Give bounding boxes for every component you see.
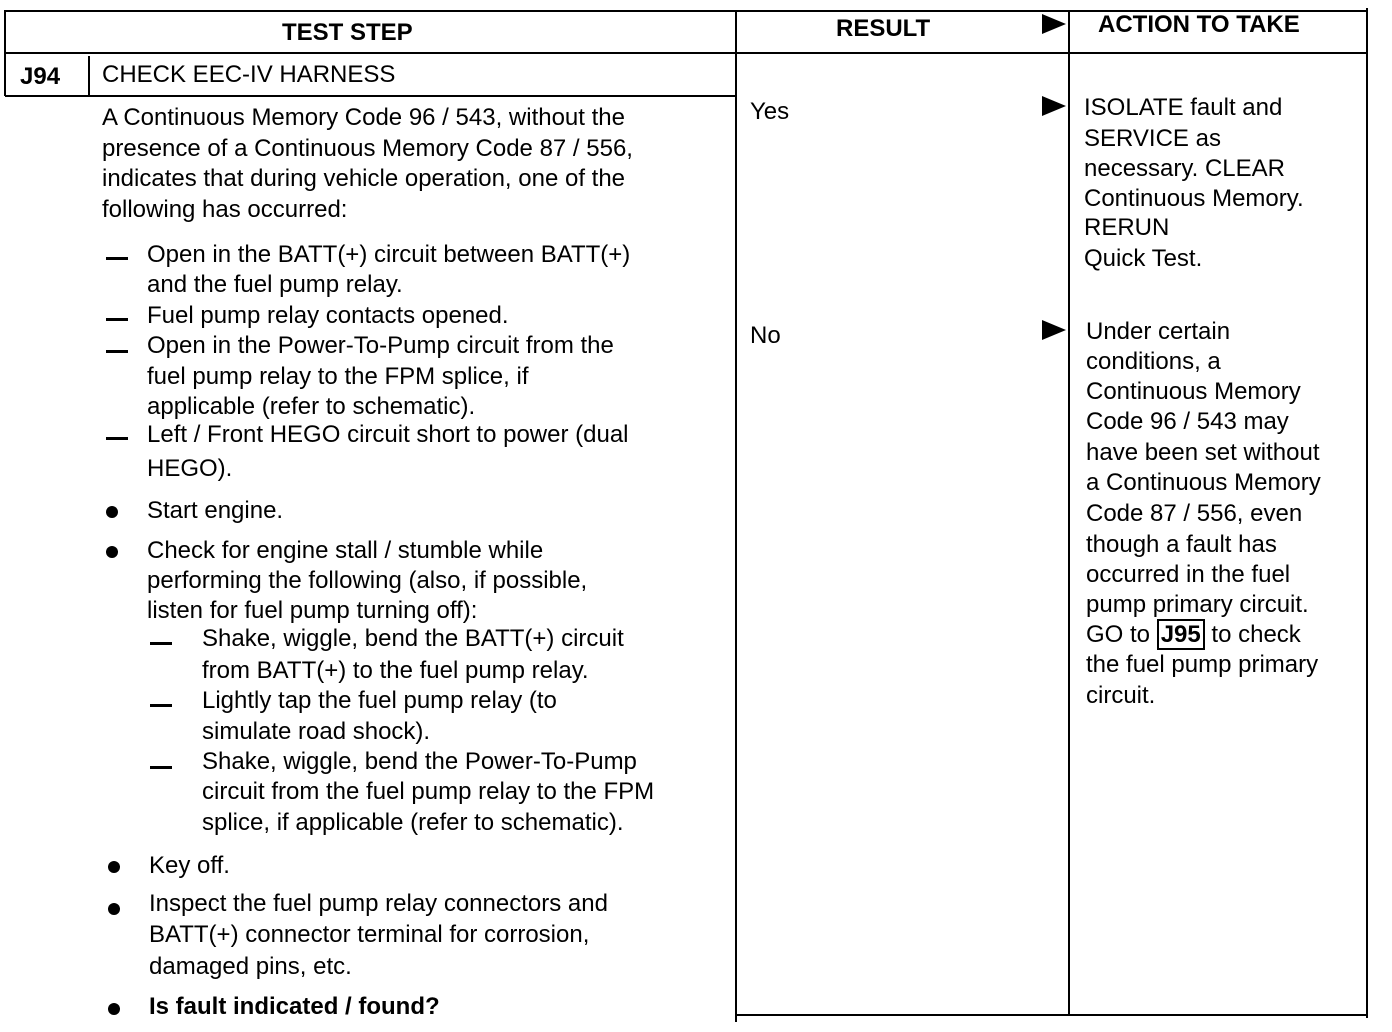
intro-line: A Continuous Memory Code 96 / 543, without the bbox=[102, 104, 625, 131]
header-action-to-take: ACTION TO TAKE bbox=[1098, 11, 1300, 38]
action-yes-line: RERUN bbox=[1084, 214, 1170, 241]
action-yes-line: Quick Test. bbox=[1084, 245, 1203, 272]
bullet-inspect-line: damaged pins, etc. bbox=[149, 953, 352, 980]
condition-line: Fuel pump relay contacts opened. bbox=[147, 302, 509, 329]
dash-marker bbox=[106, 318, 128, 321]
condition-line: fuel pump relay to the FPM splice, if bbox=[147, 363, 529, 390]
action-no-line: Under certain bbox=[1086, 318, 1231, 345]
header-test-step: TEST STEP bbox=[282, 19, 413, 46]
intro-line: presence of a Continuous Memory Code 87 / 556, bbox=[102, 135, 633, 162]
dash-marker bbox=[106, 350, 128, 353]
sub-dash-marker bbox=[150, 766, 172, 769]
bullet-dot bbox=[108, 861, 120, 873]
sub-step-line: simulate road shock). bbox=[202, 718, 431, 745]
bullet-inspect-line: Inspect the fuel pump relay connectors and bbox=[149, 890, 608, 917]
action-yes-line: SERVICE as bbox=[1084, 125, 1221, 152]
action-no-tail-line: the fuel pump primary bbox=[1086, 651, 1319, 678]
dash-marker bbox=[106, 437, 128, 440]
header-arrow-icon bbox=[1042, 14, 1066, 34]
bullet-question: Is fault indicated / found? bbox=[149, 993, 440, 1020]
bullet-dot bbox=[106, 546, 118, 558]
condition-line: HEGO). bbox=[147, 455, 233, 482]
right-border bbox=[1366, 8, 1368, 1018]
yes-arrow-icon bbox=[1042, 96, 1066, 116]
bullet-dot bbox=[108, 1003, 120, 1015]
sub-dash-marker bbox=[150, 704, 172, 707]
step-title: CHECK EEC-IV HARNESS bbox=[102, 61, 396, 88]
action-no-tail-line: circuit. bbox=[1086, 682, 1156, 709]
step-title-bottom-rule bbox=[5, 95, 736, 97]
action-no-line: pump primary circuit. bbox=[1086, 591, 1309, 618]
condition-line: and the fuel pump relay. bbox=[147, 271, 403, 298]
sub-step-line: splice, if applicable (refer to schematic). bbox=[202, 809, 624, 836]
action-no-line: a Continuous Memory bbox=[1086, 469, 1321, 496]
bullet-dot bbox=[108, 903, 120, 915]
condition-line: applicable (refer to schematic). bbox=[147, 393, 476, 420]
bullet-check-line: performing the following (also, if possible, bbox=[147, 567, 588, 594]
action-goto-line bbox=[1086, 620, 1301, 651]
action-yes-line: ISOLATE fault and bbox=[1084, 94, 1283, 121]
goto-suffix: to check bbox=[1211, 621, 1301, 648]
sub-step-line: circuit from the fuel pump relay to the FPM bbox=[202, 778, 655, 805]
header-bottom-rule bbox=[5, 52, 1367, 54]
bullet-start-engine: Start engine. bbox=[147, 497, 284, 524]
dash-marker bbox=[106, 257, 128, 260]
test-result-divider bbox=[735, 10, 737, 1022]
step-id: J94 bbox=[20, 63, 61, 90]
action-no-line: conditions, a bbox=[1086, 348, 1221, 375]
result-yes: Yes bbox=[750, 98, 790, 125]
left-border bbox=[4, 10, 6, 96]
action-no-line: Continuous Memory bbox=[1086, 378, 1301, 405]
action-no-line: have been set without bbox=[1086, 439, 1320, 466]
sub-step-line: Shake, wiggle, bend the Power-To-Pump bbox=[202, 748, 637, 775]
bullet-dot bbox=[106, 506, 118, 518]
bullet-check-line: listen for fuel pump turning off): bbox=[147, 597, 478, 624]
no-arrow-icon bbox=[1042, 320, 1066, 340]
condition-line: Open in the BATT(+) circuit between BATT(+) bbox=[147, 241, 631, 268]
condition-line: Left / Front HEGO circuit short to power (dual bbox=[147, 421, 629, 448]
action-no-line: Code 96 / 543 may bbox=[1086, 408, 1289, 435]
sub-step-line: Lightly tap the fuel pump relay (to bbox=[202, 687, 557, 714]
action-no-line: though a fault has bbox=[1086, 531, 1277, 558]
result-action-divider bbox=[1068, 10, 1070, 1014]
result-no: No bbox=[750, 322, 781, 349]
header-result: RESULT bbox=[836, 15, 931, 42]
action-yes-line: Continuous Memory. bbox=[1084, 185, 1304, 212]
goto-step-reference[interactable]: J95 bbox=[1157, 619, 1205, 650]
step-id-divider bbox=[88, 56, 90, 96]
action-no-line: Code 87 / 556, even bbox=[1086, 500, 1303, 527]
sub-step-line: from BATT(+) to the fuel pump relay. bbox=[202, 657, 589, 684]
bullet-key-off: Key off. bbox=[149, 852, 230, 879]
sub-step-line: Shake, wiggle, bend the BATT(+) circuit bbox=[202, 625, 624, 652]
intro-line: following has occurred: bbox=[102, 196, 348, 223]
action-yes-line: necessary. CLEAR bbox=[1084, 155, 1285, 182]
intro-line: indicates that during vehicle operation, one of the bbox=[102, 165, 626, 192]
sub-dash-marker bbox=[150, 642, 172, 645]
goto-prefix: GO to bbox=[1086, 621, 1151, 648]
bullet-check-line: Check for engine stall / stumble while bbox=[147, 537, 544, 564]
bullet-inspect-line: BATT(+) connector terminal for corrosion, bbox=[149, 921, 590, 948]
condition-line: Open in the Power-To-Pump circuit from the bbox=[147, 332, 614, 359]
bottom-border bbox=[737, 1014, 1367, 1016]
action-no-line: occurred in the fuel bbox=[1086, 561, 1291, 588]
